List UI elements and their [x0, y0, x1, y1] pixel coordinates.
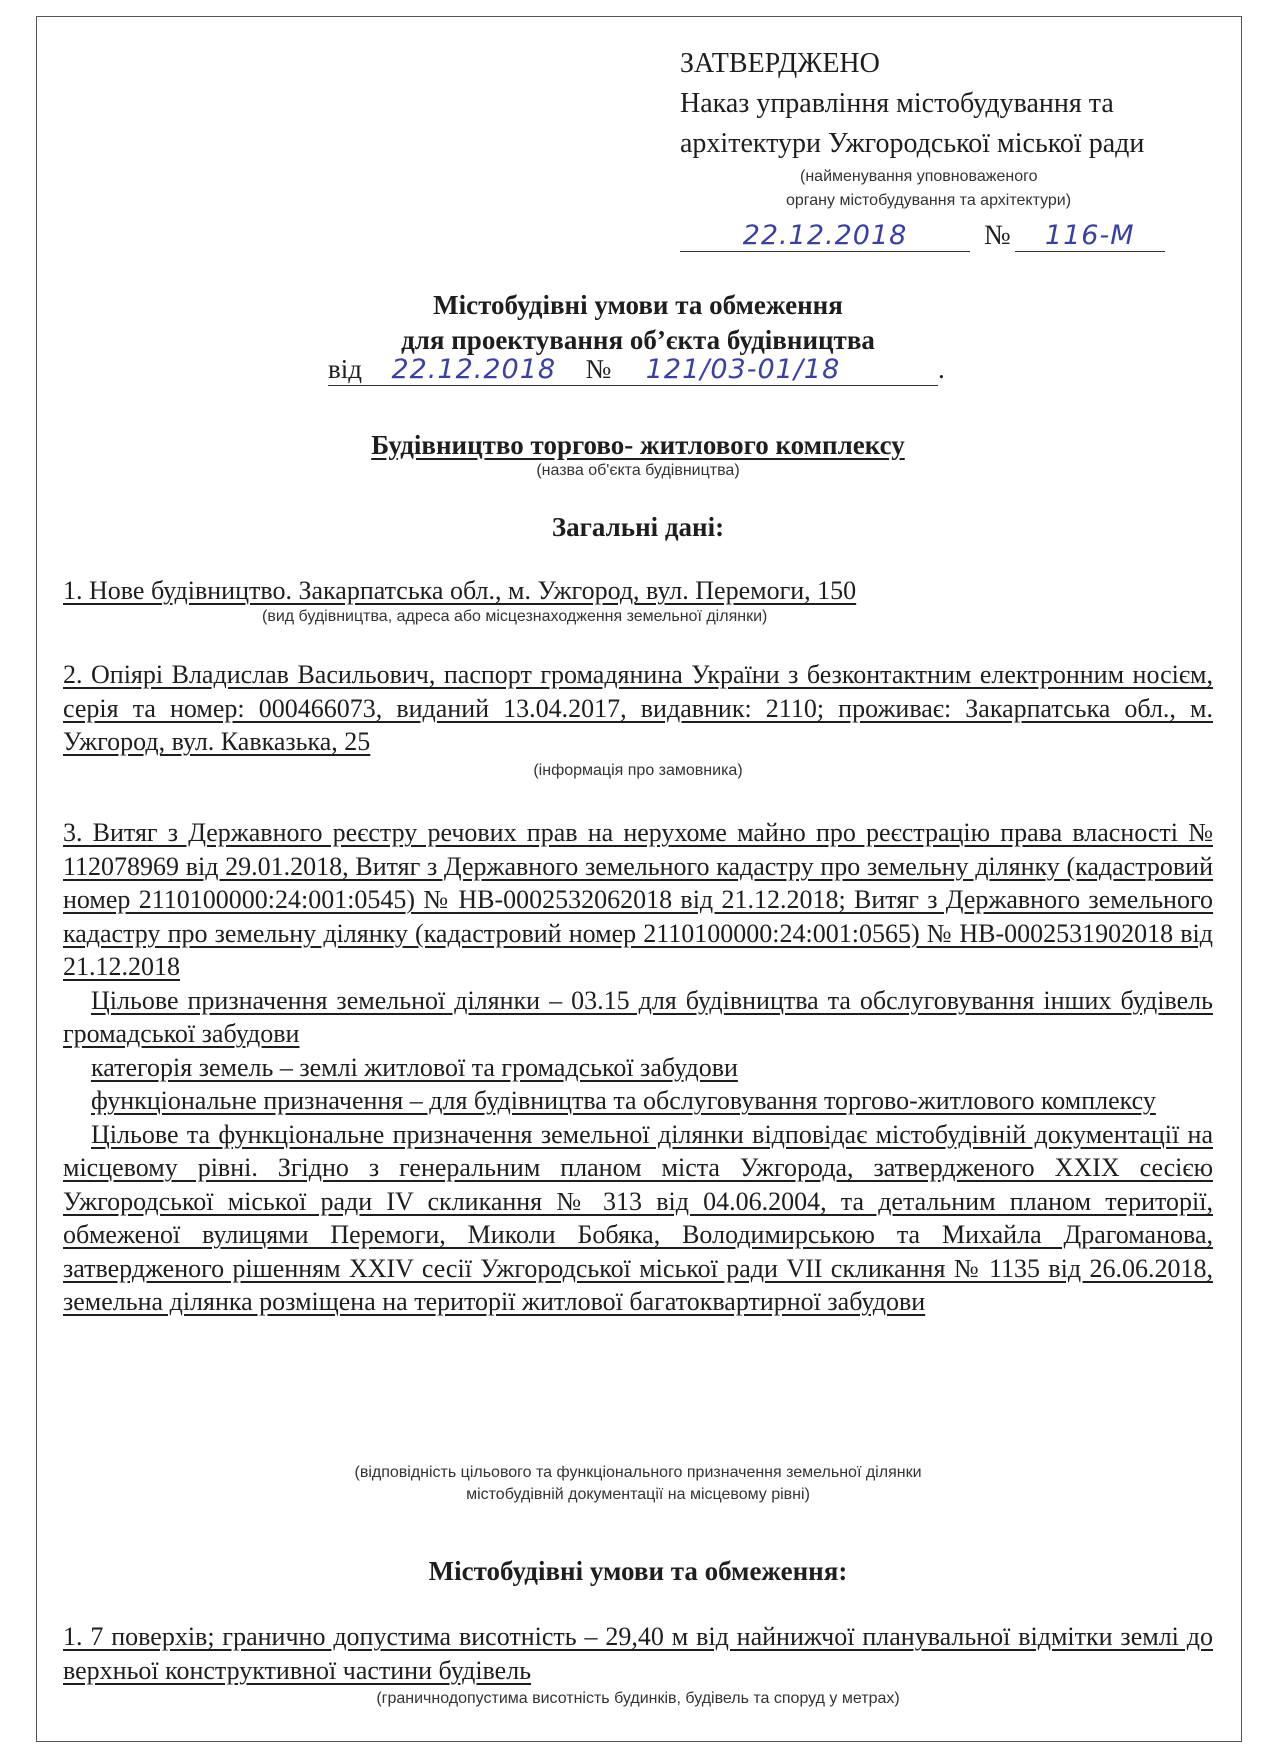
general-item-2: [63, 658, 1213, 759]
general-item-3-category: категорія земель – землі житлової та громадської забудови: [91, 1052, 738, 1082]
approval-line-1: Наказ управління містобудування та: [680, 88, 1114, 119]
general-item-3-note-1: (відповідність цільового та функціонального призначення земельної ділянки: [354, 1464, 922, 1481]
conditions-item-1-text: 1. 7 поверхів; гранично допустима висотність – 29,40 м від найнижчої планувальної відмітки землі до верхньої конструктивної частини будівель: [63, 1622, 1213, 1685]
conditions-heading: Містобудівні умови та обмеження:: [428, 1556, 848, 1586]
general-item-3-note-2: містобудівній документації на місцевому рівні): [466, 1486, 810, 1503]
general-item-3: [63, 816, 1213, 1319]
general-item-1-note: (вид будівництва, адреса або місцезнаходження земельної ділянки): [262, 608, 768, 625]
approval-note-1: (найменування уповноваженого: [800, 168, 1038, 185]
approval-note-2: органу містобудування та архітектури): [786, 192, 1072, 209]
approval-number-label: №: [984, 220, 1011, 251]
approval-date-number: [680, 220, 1165, 252]
object-name: Будівництво торгово- житлового комплексу: [371, 430, 905, 460]
doc-from-label: від: [328, 354, 362, 384]
approval-title: ЗАТВЕРДЖЕНО: [680, 48, 880, 79]
conditions-item-1-note: (граничнодопустима висотність будинків, будівель та споруд у метрах): [376, 1690, 900, 1707]
general-item-3-function: функціональне призначення – для будівництва та обслуговування торгово-житлового комплексу: [91, 1086, 1156, 1115]
general-heading: Загальні дані:: [551, 512, 725, 542]
approval-number: 116-М: [1015, 220, 1165, 252]
doc-number: 121/03-01/18: [645, 354, 841, 385]
doc-date-number: від 22.12.2018 № 121/03-01/18 .: [328, 354, 945, 385]
general-item-3-extracts: 3. Витяг з Державного реєстру речових прав на нерухоме майно про реєстрацію права власності № 112078969 від 29.01.2018, Витяг з Державного земельного кадастру про земельну ділянку (кадастровий номер 2110100000:24:001:0545) № НВ-0002532062018 від 21.12.2018; Витяг з Державного земельного кадастру про земельну ділянку (кадастровий номер 2110100000:24:001:0565) № НВ-0002531902018 від 21.12.2018: [63, 818, 1213, 981]
doc-title-1: Містобудівні умови та обмеження: [433, 290, 843, 320]
general-item-1-text: 1. Нове будівництво. Закарпатська обл., м. Ужгород, вул. Перемоги, 150: [63, 576, 857, 605]
doc-title-2: для проектування об’єкта будівництва: [401, 325, 875, 355]
approval-line-2: архітектури Ужгородської міської ради: [680, 128, 1145, 159]
general-item-1: [63, 574, 1213, 608]
approval-date: 22.12.2018: [680, 220, 970, 252]
doc-number-label: №: [585, 354, 612, 384]
general-item-3-compliance: Цільове та функціональне призначення земельної ділянки відповідає містобудівній документації на місцевому рівні. Згідно з генеральним планом міста Ужгорода, затвердженого XXIX сесією Ужгородської міської ради IV скликання № 313 від 04.06.2004, та детальним планом території, обмеженої вулицями Перемоги, Миколи Бобяка, Володимирською та Михайла Драгоманова, затвердженого рішенням XXIV сесії Ужгородської міської ради VII скликання № 1135 від 26.06.2018, земельна ділянка розміщена на території житлової багатоквартирної забудови: [63, 1119, 1213, 1316]
object-note: (назва об'єкта будівництва): [536, 462, 740, 479]
general-item-2-text: 2. Опіярі Владислав Васильович, паспорт громадянина України з безконтактним електронним носієм, серія та номер: 000466073, виданий 13.04.2017, видавник: 2110; проживає: Закарпатська обл., м. Ужгород, вул. Кавказька, 25: [63, 660, 1213, 756]
approval-block: [680, 44, 1144, 164]
conditions-item-1: [63, 1620, 1213, 1687]
general-item-2-note: (інформація про замовника): [533, 762, 743, 779]
general-item-3-purpose: Цільове призначення земельної ділянки – 03.15 для будівництва та обслуговування інших будівель громадської забудови: [63, 985, 1213, 1048]
doc-date: 22.12.2018: [391, 354, 557, 385]
